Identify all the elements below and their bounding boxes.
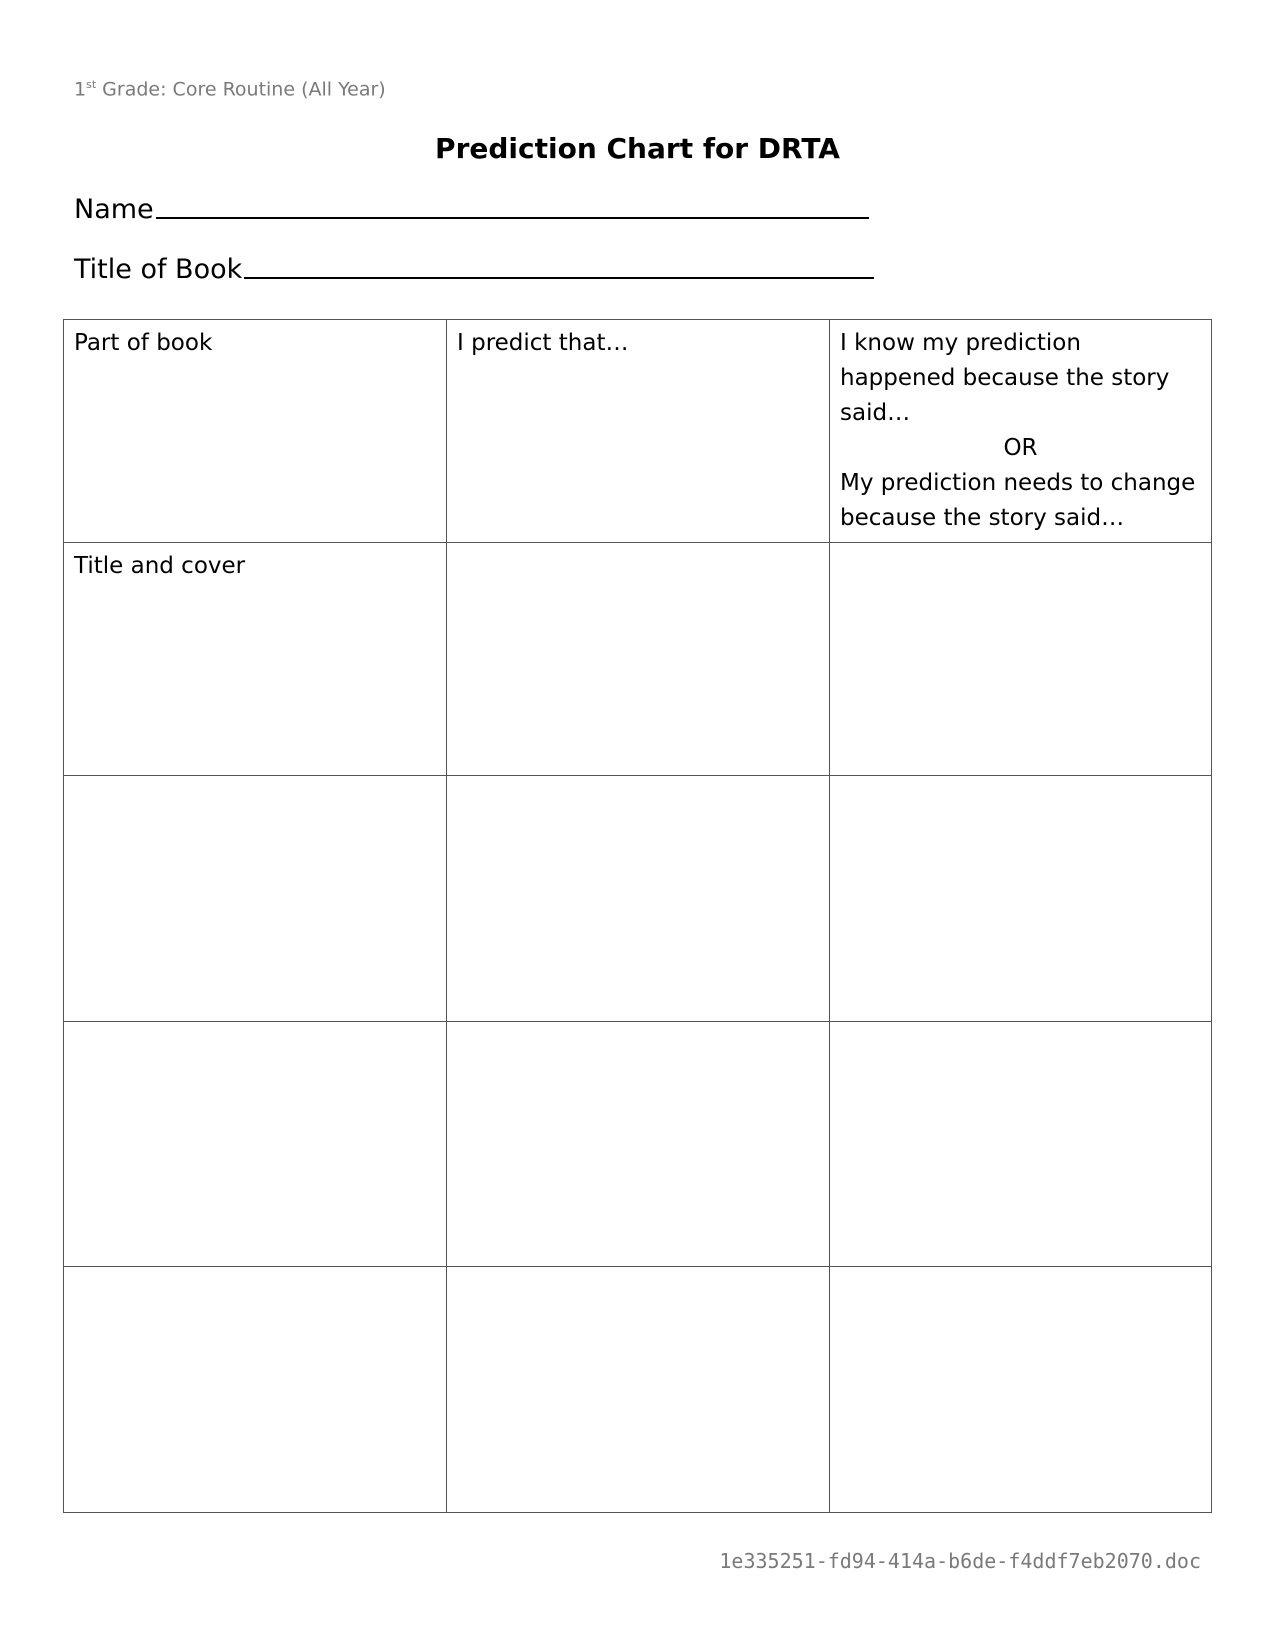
table-cell[interactable] <box>64 1267 447 1513</box>
name-blank-line[interactable] <box>156 216 869 219</box>
book-title-field[interactable] <box>74 254 874 285</box>
grade-suffix: st <box>86 78 97 91</box>
table-cell[interactable] <box>447 1022 830 1267</box>
evidence-line-1: I know my prediction happened because the story said… <box>840 330 1170 426</box>
book-title-label: Title of Book <box>74 254 243 285</box>
table-cell[interactable] <box>447 1267 830 1513</box>
grade-header <box>74 78 386 100</box>
table-cell[interactable] <box>64 1022 447 1267</box>
table-header-row <box>64 320 1212 543</box>
table-cell[interactable] <box>447 543 830 776</box>
table-cell[interactable]: Title and cover <box>64 543 447 776</box>
table-cell[interactable] <box>830 1267 1212 1513</box>
table-cell[interactable] <box>830 776 1212 1022</box>
page-title: Prediction Chart for DRTA <box>435 132 840 165</box>
evidence-line-2: My prediction needs to change because the story said… <box>840 470 1196 531</box>
book-title-blank-line[interactable] <box>244 276 874 279</box>
table-cell[interactable] <box>830 1022 1212 1267</box>
header-cell-part-of-book: Part of book <box>64 320 447 543</box>
table-cell[interactable] <box>447 776 830 1022</box>
table-row <box>64 1267 1212 1513</box>
name-label: Name <box>74 194 154 225</box>
table-row <box>64 776 1212 1022</box>
header-cell-i-predict: I predict that… <box>447 320 830 543</box>
grade-text: Grade: Core Routine (All Year) <box>96 78 386 101</box>
table-cell[interactable] <box>830 543 1212 776</box>
table-row <box>64 543 1212 776</box>
grade-number: 1 <box>74 78 87 101</box>
table-cell[interactable] <box>64 776 447 1022</box>
header-cell-evidence <box>830 320 1212 543</box>
name-field[interactable] <box>74 194 869 225</box>
prediction-table <box>63 319 1212 1513</box>
evidence-or: OR <box>1003 435 1038 461</box>
document-filename-footer: 1e335251-fd94-414a-b6de-f4ddf7eb2070.doc <box>719 1549 1201 1573</box>
table-row <box>64 1022 1212 1267</box>
